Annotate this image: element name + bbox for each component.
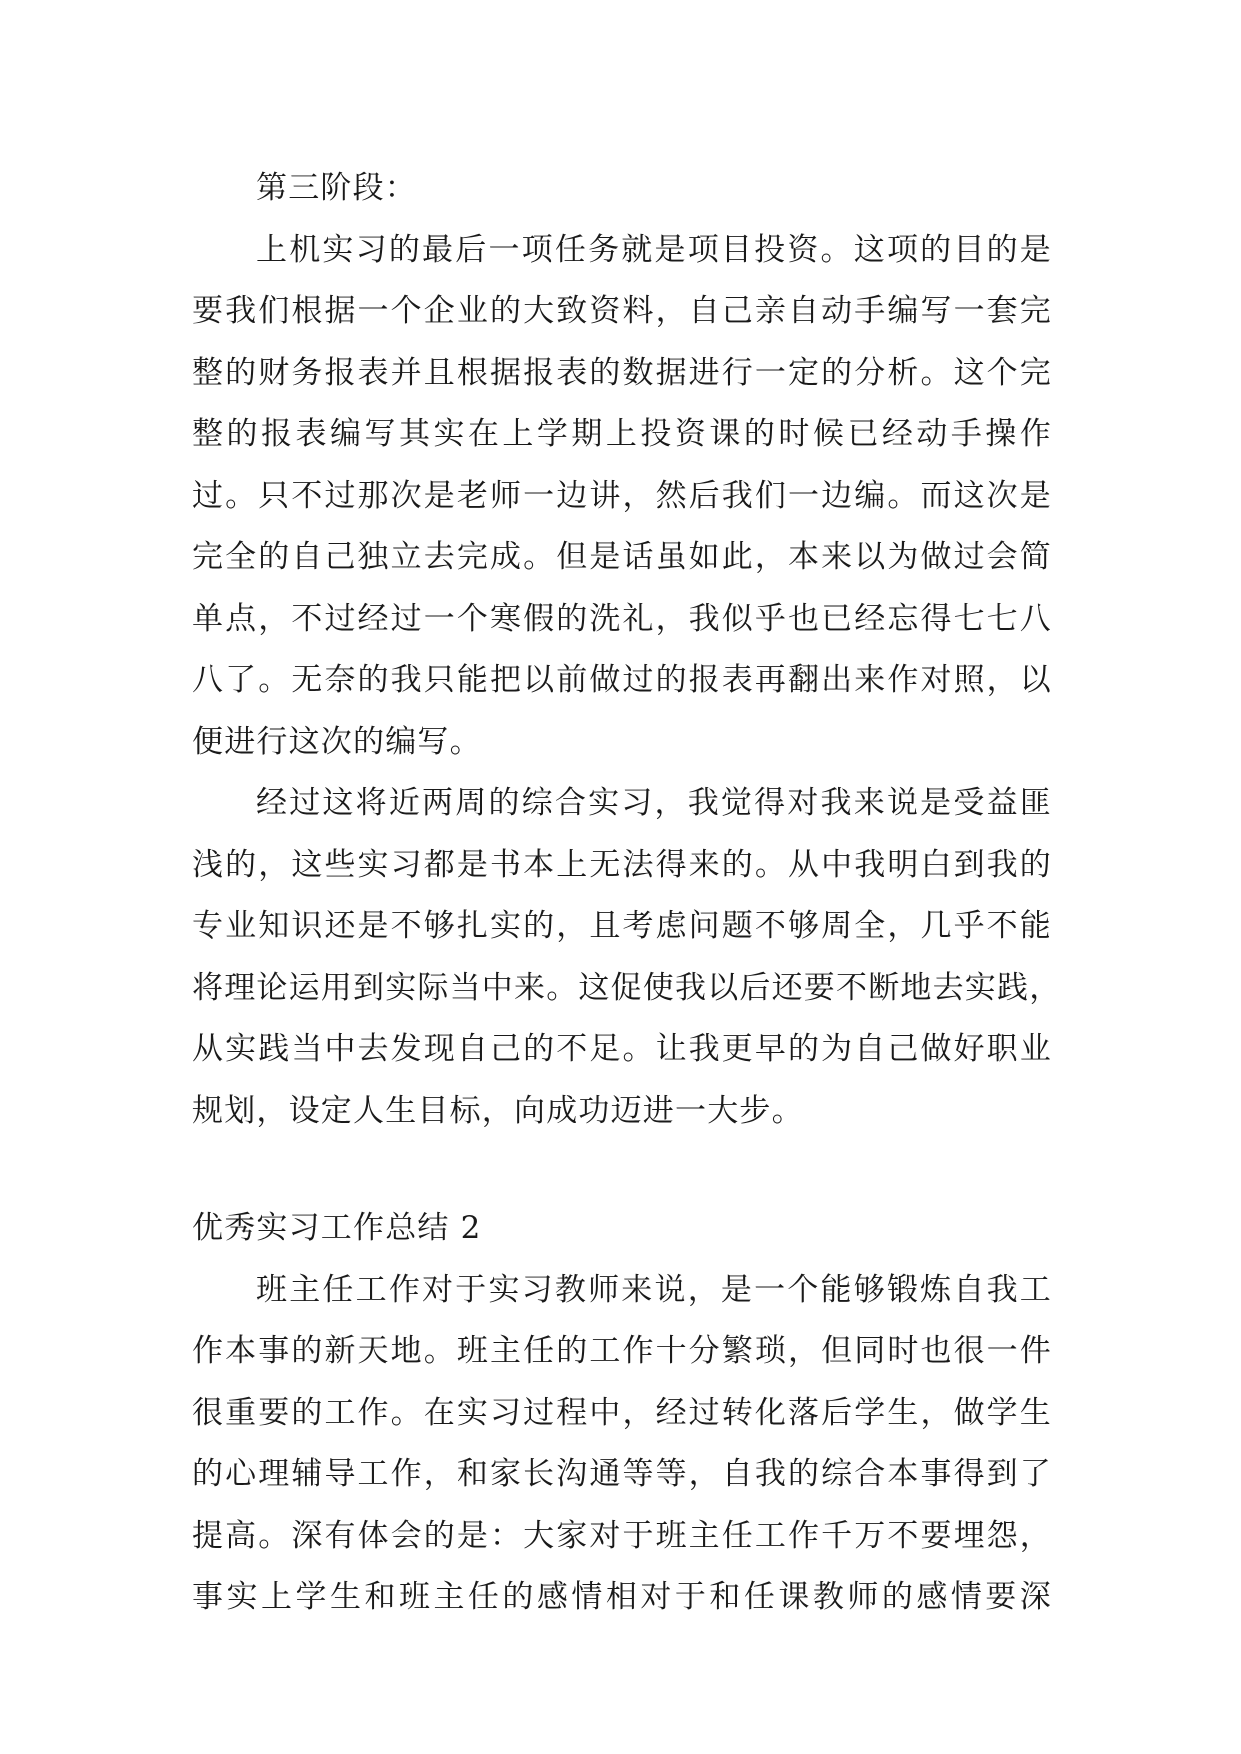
paragraph-line: 要我们根据一个企业的大致资料，自己亲自动手编写一套完: [192, 293, 1052, 329]
paragraph-line: 整的报表编写其实在上学期上投资课的时候已经动手操作: [192, 416, 1052, 452]
paragraph-line: 整的财务报表并且根据报表的数据进行一定的分析。这个完: [192, 354, 1052, 391]
paragraph-line: 从实践当中去发现自己的不足。让我更早的为自己做好职业: [192, 1031, 1052, 1067]
paragraph-line: 过。只不过那次是老师一边讲，然后我们一边编。而这次是: [192, 477, 1052, 514]
paragraph-line: 将理论运用到实际当中来。这促使我以后还要不断地去实践，: [192, 969, 1062, 1006]
section-spacer: [192, 1142, 1052, 1198]
document-body: [192, 158, 1062, 1629]
paragraph-line: 浅的，这些实习都是书本上无法得来的。从中我明白到我的: [192, 846, 1052, 883]
stage-heading: 第三阶段：: [256, 170, 417, 206]
paragraph-line: 八了。无奈的我只能把以前做过的报表再翻出来作对照，以: [192, 662, 1052, 698]
paragraph-line: 便进行这次的编写。: [192, 723, 482, 760]
paragraph-line: 提高。深有体会的是：大家对于班主任工作千万不要埋怨，: [192, 1517, 1052, 1554]
paragraph-project-investment: [192, 220, 1052, 774]
paragraph-line: 作本事的新天地。班主任的工作十分繁琐，但同时也很一件: [192, 1333, 1052, 1369]
paragraph-line: 的心理辅导工作，和家长沟通等等，自我的综合本事得到了: [192, 1456, 1052, 1492]
paragraph-line: 单点，不过经过一个寒假的洗礼，我似乎也已经忘得七七八: [192, 600, 1052, 637]
paragraph-line: 班主任工作对于实习教师来说，是一个能够锻炼自我工: [256, 1271, 1052, 1308]
paragraph-reflection: [192, 773, 1062, 1142]
paragraph-line: 事实上学生和班主任的感情相对于和任课教师的感情要深: [192, 1579, 1052, 1615]
paragraph-line: 经过这将近两周的综合实习，我觉得对我来说是受益匪: [256, 785, 1052, 821]
section-title: 优秀实习工作总结 2: [192, 1210, 482, 1246]
paragraph-line: 规划，设定人生目标，向成功迈进一大步。: [192, 1092, 804, 1129]
paragraph-line: 完全的自己独立去完成。但是话虽如此，本来以为做过会简: [192, 539, 1052, 575]
paragraph-line: 专业知识还是不够扎实的，且考虑问题不够周全，几乎不能: [192, 908, 1052, 944]
paragraph-line: 上机实习的最后一项任务就是项目投资。这项的目的是: [256, 231, 1052, 268]
paragraph-line: 很重要的工作。在实习过程中，经过转化落后学生，做学生: [192, 1394, 1052, 1431]
paragraph-class-teacher: [192, 1260, 1052, 1629]
